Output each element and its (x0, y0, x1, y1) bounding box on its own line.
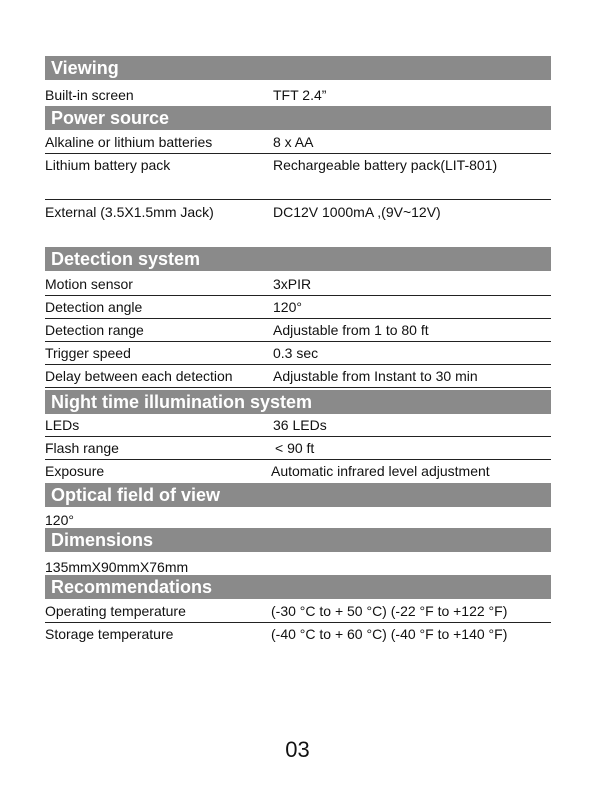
spec-value: TFT 2.4” (273, 87, 327, 103)
spec-value: Adjustable from 1 to 80 ft (273, 322, 429, 338)
spec-value: Automatic infrared level adjustment (271, 463, 490, 479)
spec-label: Operating temperature (45, 603, 186, 619)
section-header-detection-system: Detection system (45, 247, 551, 271)
spec-value: 36 LEDs (273, 417, 327, 433)
spec-value: DC12V 1000mA ,(9V~12V) (273, 204, 441, 220)
spec-value: (-30 °C to + 50 °C) (-22 °F to +122 °F) (271, 603, 508, 619)
spec-row-detection-angle (45, 296, 551, 319)
spec-label: Flash range (45, 440, 119, 456)
section-header-viewing: Viewing (45, 56, 551, 80)
spec-value: 120° (273, 299, 302, 315)
spec-row-trigger-speed (45, 342, 551, 365)
spec-label: Lithium battery pack (45, 157, 171, 173)
spec-row-external (45, 201, 551, 223)
spec-label: Alkaline or lithium batteries (45, 134, 213, 150)
section-header-power-source: Power source (45, 106, 551, 130)
spec-row-detection-range (45, 319, 551, 342)
spec-row-exposure (45, 460, 551, 482)
spec-label: LEDs (45, 417, 80, 433)
spec-label: Delay between each detection (45, 368, 233, 384)
spec-value: < 90 ft (275, 440, 315, 456)
spec-row-flash-range (45, 437, 551, 460)
spec-label: Detection range (45, 322, 144, 338)
spec-label: Detection angle (45, 299, 143, 315)
optical-field-value: 120° (45, 512, 74, 528)
section-header-recommendations: Recommendations (45, 575, 551, 599)
spec-label: External (3.5X1.5mm Jack) (45, 204, 214, 220)
spec-label: Trigger speed (45, 345, 131, 361)
page-number: 03 (285, 737, 310, 762)
spec-label: Exposure (45, 463, 105, 479)
spec-row-storage-temperature (45, 623, 551, 645)
section-header-dimensions: Dimensions (45, 528, 551, 552)
dimensions-value: 135mmX90mmX76mm (45, 559, 189, 575)
spec-label: Built-in screen (45, 87, 134, 103)
spec-label: Storage temperature (45, 626, 174, 642)
spec-value: (-40 °C to + 60 °C) (-40 °F to +140 °F) (271, 626, 508, 642)
spec-row-leds (45, 414, 551, 437)
spec-value: Adjustable from Instant to 30 min (273, 368, 478, 384)
section-header-optical-field: Optical field of view (45, 483, 551, 507)
section-header-night-illumination: Night time illumination system (45, 390, 551, 414)
spec-value: 3xPIR (273, 276, 312, 292)
spec-row-delay (45, 365, 551, 388)
spec-row-alkaline (45, 131, 551, 154)
spec-row-motion-sensor (45, 273, 551, 296)
spec-value: Rechargeable battery pack(LIT-801) (273, 157, 498, 173)
spec-row-built-in-screen (45, 84, 551, 107)
spec-value: 8 x AA (273, 134, 314, 150)
spec-row-lithium-pack (45, 154, 551, 200)
spec-row-operating-temperature (45, 600, 551, 623)
spec-label: Motion sensor (45, 276, 133, 292)
spec-value: 0.3 sec (273, 345, 319, 361)
